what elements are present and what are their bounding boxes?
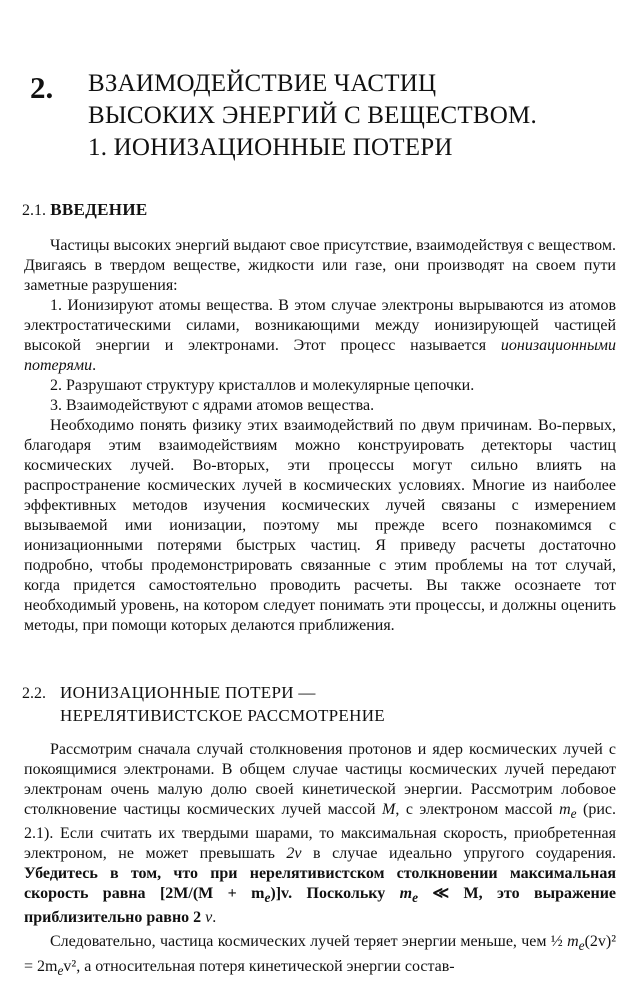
section-2-2-title-line-1: ИОНИЗАЦИОННЫЕ ПОТЕРИ —	[60, 683, 316, 702]
text-run: .	[212, 909, 217, 927]
bold-text: Поскольку	[306, 885, 386, 903]
paragraph-collision	[24, 740, 616, 928]
formula: (2v)² = 2m	[24, 933, 617, 975]
italic-term: ионизационными потерями	[24, 337, 617, 374]
chapter-title-line-3: 1. ИОНИЗАЦИОННЫЕ ПОТЕРИ	[88, 134, 453, 161]
symbol-M: M	[382, 801, 396, 818]
list-item-1-end: .	[92, 357, 97, 374]
formula: v²,	[63, 957, 81, 975]
subscript-e: e	[570, 806, 577, 822]
section-2-2-body	[24, 740, 616, 981]
paragraph-energy-loss	[24, 932, 616, 980]
paragraph-intro: Частицы высоких энергий выдают свое присутствие, взаимодействуя с веществом. Двигаясь в твердом веществе, жидкости или газе, они производят на своем пути заметные разрушения:	[24, 237, 616, 294]
list-item-1-text: 1. Ионизируют атомы вещества. В этом случае электроны вырываются из атомов электростатическими силами, возникающими между ионизирующей частицей высокой энергии и электронами. Этот процесс называется	[24, 297, 616, 354]
text-run: Следовательно, частица космических лучей теряет энергии меньше, чем	[50, 933, 547, 951]
list-item-1	[24, 296, 616, 376]
text-run: а относительная потеря кинетической энергии состав-	[84, 957, 455, 975]
section-2-1-title: ВВЕДЕНИЕ	[50, 200, 148, 219]
subscript-e: e	[578, 938, 585, 954]
list-item-3: 3. Взаимодействуют с ядрами атомов вещества.	[50, 397, 375, 414]
chapter-title	[88, 68, 537, 164]
section-2-1-heading	[22, 200, 148, 220]
symbol-m: m	[567, 933, 579, 951]
text-run: (рис. 2.1). Если считать их твердыми шарами, то максимальная скорость, приобретенная электроном, не может превышать	[24, 801, 617, 863]
bold-exercise: Убедитесь в том, что при нерелятивистском столкновении максимальная скорость равна	[24, 865, 616, 903]
section-2-1-number: 2.1.	[22, 202, 46, 219]
text-run: Рассмотрим сначала случай столкновения протонов и ядер космических лучей с покоящимися электронами. В общем случае частицы космических лучей передают электронам очень малую долю своей кинетической энергии. Рассмотрим лобовое столкновение частицы космических лучей массой	[24, 741, 616, 818]
symbol-v: v	[205, 909, 213, 927]
list-item-2: 2. Разрушают структуру кристаллов и молекулярные цепочки.	[50, 377, 475, 394]
symbol-m: m	[399, 885, 413, 903]
subscript-e: e	[57, 962, 64, 978]
section-2-2-title-line-2: НЕРЕЛЯТИВИСТСКОЕ РАССМОТРЕНИЕ	[60, 706, 385, 725]
formula: [2M/(M + m	[159, 885, 265, 903]
fraction-half: ½	[550, 933, 563, 951]
section-2-1-body	[24, 236, 616, 636]
formula-end: )]v.	[270, 885, 293, 903]
section-2-2-number: 2.2.	[22, 685, 46, 702]
paragraph-reasons: Необходимо понять физику этих взаимодействий по двум причинам. Во-первых, благодаря этим взаимодействиям можно конструировать детекторы частиц космических лучей. Во-вторых, эти процессы могут сильно влиять на распространение космических лучей в космических условиях. Многие из наиболее эффективных методов изучения космических лучей связаны с измерением вызываемой ими ионизации, поэтому мы прежде всего познакомимся с ионизационными потерями быстрых частиц. Я приведу расчеты достаточно подробно, чтобы продемонстрировать связанные с этим проблемы на тот случай, когда придется самостоятельно проводить расчеты. Вы также осознаете тот необходимый уровень, на котором следует понимать эти процессы, и должны оценить методы, при помощи которых делаются приближения.	[24, 417, 616, 634]
text-run: в случае идеально упругого соударения.	[313, 845, 617, 863]
chapter-title-line-2: ВЫСОКИХ ЭНЕРГИЙ С ВЕЩЕСТВОМ.	[88, 102, 537, 129]
bold-text: ≪ M, это выражение приблизительно равно 2	[24, 885, 617, 927]
chapter-number: 2.	[30, 70, 54, 105]
subscript-e: e	[264, 890, 271, 906]
chapter-title-line-1: ВЗАИМОДЕЙСТВИЕ ЧАСТИЦ	[88, 70, 437, 97]
text-run: , с электроном массой	[395, 801, 553, 818]
subscript-e: e	[412, 890, 419, 906]
symbol-m: m	[559, 801, 571, 818]
symbol-2v: 2v	[286, 845, 302, 863]
section-2-2-heading	[22, 682, 385, 727]
